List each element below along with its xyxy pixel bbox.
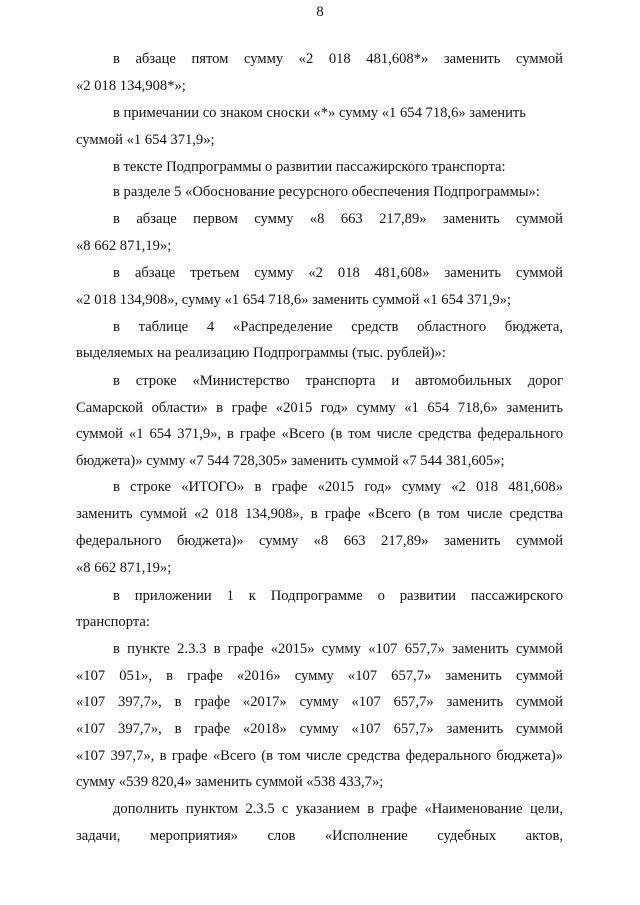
text-line: «8 662 871,19»; xyxy=(76,238,172,254)
text-line: бюджета)» сумму «7 544 728,305» заменить суммой «7 544 381,605»; xyxy=(76,453,505,469)
text-line: в примечании со знаком сноски «*» сумму «1 654 718,6» заменить xyxy=(113,105,526,121)
text-line: в тексте Подпрограммы о развитии пассажирского транспорта: xyxy=(113,159,506,175)
text-line: в приложении 1 к Подпрограмме о развитии пассажирского xyxy=(113,588,563,604)
text-line: в пункте 2.3.3 в графе «2015» сумму «107 657,7» заменить суммой xyxy=(113,641,563,657)
text-line: федерального бюджета)» сумму «8 663 217,89» заменить суммой xyxy=(76,533,563,549)
text-line: суммой «1 654 371,9», в графе «Всего (в том числе средства федерального xyxy=(76,426,563,442)
text-line: в разделе 5 «Обоснование ресурсного обеспечения Подпрограммы»: xyxy=(113,184,540,200)
text-line: «107 397,7», в графе «Всего (в том числе средства федерального бюджета)» xyxy=(76,748,563,764)
text-line: «2 018 134,908», сумму «1 654 718,6» заменить суммой «1 654 371,9»; xyxy=(76,292,512,308)
text-line: в абзаце пятом сумму «2 018 481,608*» заменить суммой xyxy=(113,51,563,67)
text-line: в строке «ИТОГО» в графе «2015 год» сумму «2 018 481,608» xyxy=(113,479,563,495)
text-line: заменить суммой «2 018 134,908», в графе «Всего (в том числе средства xyxy=(76,506,563,522)
text-line: в абзаце первом сумму «8 663 217,89» заменить суммой xyxy=(113,211,563,227)
page-number: 8 xyxy=(316,4,324,20)
text-line: суммой «1 654 371,9»; xyxy=(76,132,215,148)
text-line: в абзаце третьем сумму «2 018 481,608» заменить суммой xyxy=(113,265,563,281)
text-line: «107 397,7», в графе «2017» сумму «107 657,7» заменить суммой xyxy=(76,694,563,710)
text-line: «2 018 134,908*»; xyxy=(76,78,186,94)
text-line: дополнить пунктом 2.3.5 с указанием в графе «Наименование цели, xyxy=(113,801,563,817)
text-line: транспорта: xyxy=(76,614,150,630)
text-line: «107 051», в графе «2016» сумму «107 657,7» заменить суммой xyxy=(76,668,563,684)
text-line: выделяемых на реализацию Подпрограммы (тыс. рублей)»: xyxy=(76,345,446,361)
text-line: в строке «Министерство транспорта и автомобильных дорог xyxy=(113,373,563,389)
text-line: задачи, мероприятия» слов «Исполнение судебных актов, xyxy=(76,828,563,844)
text-line: «8 662 871,19»; xyxy=(76,560,172,576)
text-line: «107 397,7», в графе «2018» сумму «107 657,7» заменить суммой xyxy=(76,721,563,737)
text-line: в таблице 4 «Распределение средств областного бюджета, xyxy=(113,319,563,335)
text-line: Самарской области» в графе «2015 год» сумму «1 654 718,6» заменить xyxy=(76,400,563,416)
text-line: сумму «539 820,4» заменить суммой «538 433,7»; xyxy=(76,774,384,790)
